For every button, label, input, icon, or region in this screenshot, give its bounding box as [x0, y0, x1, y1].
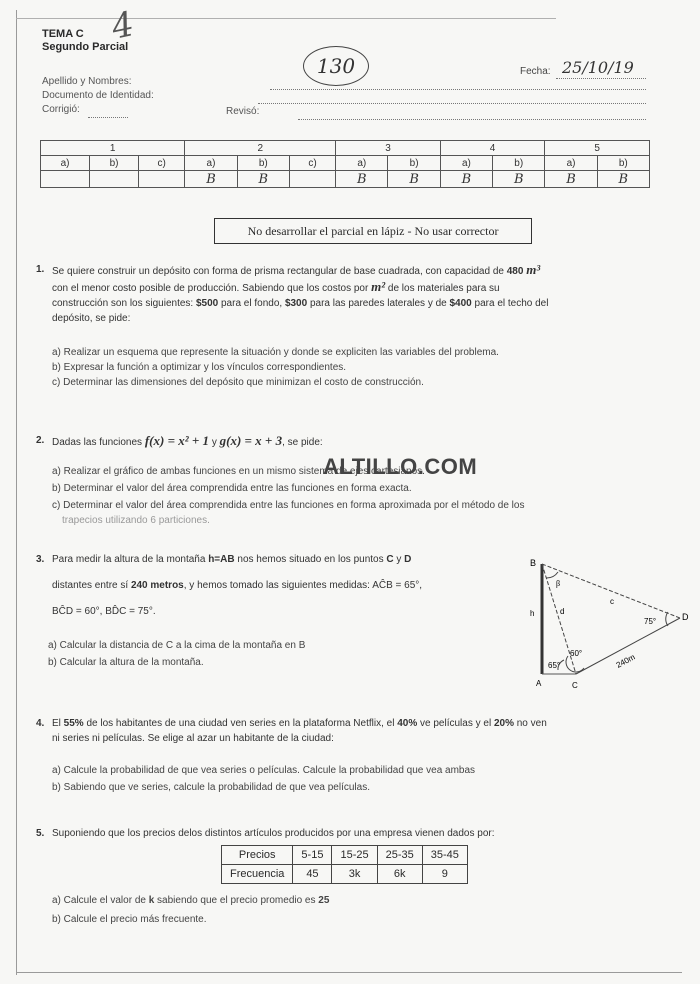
question-number: 5.	[36, 828, 45, 839]
q1-item-c: c) Determinar las dimensiones del depósito que minimizan el costo de construcción.	[52, 377, 424, 388]
q4-pct-55: 55%	[63, 718, 84, 729]
q3-line3: BĈD = 60°, BD̂C = 75°.	[52, 606, 156, 617]
notice-box: No desarrollar el parcial en lápiz - No usar corrector	[214, 218, 532, 244]
answer-cell: B	[237, 171, 289, 188]
table-cell: 45	[293, 865, 332, 884]
table-cell: 3k	[332, 865, 377, 884]
q5-item-a-text2: sabiendo que el precio promedio es	[154, 895, 319, 906]
q3-line2b: , y hemos tomado las siguientes medidas:	[183, 580, 373, 591]
label-a: A	[536, 679, 542, 688]
sub-cell: b)	[90, 156, 139, 171]
corrigio-line	[88, 116, 128, 118]
label-beta: β	[556, 579, 561, 588]
question-number: 2.	[36, 435, 45, 446]
sub-cell: a)	[41, 156, 90, 171]
q5-average: 25	[318, 895, 330, 906]
sub-cell: c)	[139, 156, 185, 171]
fecha-line	[556, 78, 646, 79]
q3-item-b: b) Calcular la altura de la montaña.	[48, 657, 204, 668]
fecha-label: Fecha:	[520, 66, 551, 77]
triangle-diagram	[528, 556, 690, 692]
q3-line2: distantes entre sí	[52, 580, 131, 591]
grades-answer-row	[41, 171, 650, 188]
table-cell: 9	[422, 865, 467, 884]
q3-distance: 240 metros	[130, 580, 184, 591]
group-cell: 4	[440, 141, 545, 156]
q3-hab: h=AB	[208, 554, 235, 565]
answer-cell: B	[545, 171, 597, 188]
q5-k: k	[148, 895, 155, 906]
q2-intro: Dadas las funciones	[52, 437, 145, 448]
group-cell: 3	[336, 141, 441, 156]
q3-and: y	[393, 554, 405, 565]
q1-line3d: para el techo del	[471, 298, 549, 309]
fecha-value: 25/10/19	[562, 58, 634, 77]
q3-angle-acb: AĈB = 65°,	[372, 580, 423, 591]
frequency-table	[221, 845, 468, 884]
documento-line	[258, 102, 646, 104]
q4-line1: El	[52, 718, 64, 729]
question-number: 4.	[36, 718, 45, 729]
q2-item-b: b) Determinar el valor del área comprendida entre las funciones en forma exacta.	[52, 483, 412, 494]
q2-item-c	[52, 498, 652, 528]
answer-cell: B	[493, 171, 545, 188]
q2-function-f: f(x) = x² + 1	[144, 433, 210, 448]
handwritten-score: 130	[303, 46, 369, 86]
answer-cell: B	[388, 171, 440, 188]
label-75: 75°	[644, 617, 657, 626]
q4-pct-20: 20%	[493, 718, 514, 729]
answer-cell	[139, 171, 185, 188]
label-d-side: d	[560, 607, 565, 616]
sub-cell: b)	[388, 156, 440, 171]
question-number: 1.	[36, 264, 45, 275]
parcial-label: Segundo Parcial	[42, 41, 129, 53]
q4-line1d: no ven	[513, 718, 547, 729]
q3-line1b: nos hemos situado en los puntos	[234, 554, 387, 565]
label-240m: 240m	[614, 652, 637, 670]
q2-tail: , se pide:	[282, 437, 323, 448]
q4-line2: ni series ni películas. Se elige al azar un habitante de la ciudad:	[52, 733, 334, 744]
grades-group-row	[41, 141, 650, 156]
question-3-text	[52, 547, 526, 625]
q5-item-b: b) Calcule el precio más frecuente.	[52, 914, 207, 925]
q1-fondo: $500	[195, 298, 219, 309]
q2-item-a: a) Realizar el gráfico de ambas funciones en un mismo sistema de ejes cartesianos.	[52, 466, 425, 477]
tema-label: TEMA C	[42, 28, 84, 40]
q1-line2: con el menor costo posible de producción. Sabiendo que los costos por	[52, 283, 372, 294]
q1-item-a: a) Realizar un esquema que represente la situación y donde se expliciten las variables del problema.	[52, 347, 499, 358]
answer-cell	[41, 171, 90, 188]
label-b: B	[530, 558, 537, 568]
q1-line1: Se quiere construir un depósito con forma de prisma rectangular de base cuadrada, con capacidad de	[52, 266, 507, 277]
q3-item-a: a) Calcular la distancia de C a la cima de la montaña en B	[48, 640, 306, 651]
reviso-label: Revisó:	[226, 106, 260, 117]
sub-cell: a)	[185, 156, 237, 171]
q5-item-a-text: a) Calcule el valor de	[52, 895, 149, 906]
page-border-left	[16, 10, 17, 975]
reviso-line	[298, 118, 646, 120]
q2-item-c-line2: trapecios utilizando 6 particiones.	[62, 515, 210, 526]
table-cell: 25-35	[377, 846, 422, 865]
table-row	[222, 865, 468, 884]
handwritten-grade-mark: 4	[108, 4, 138, 48]
answer-cell	[90, 171, 139, 188]
label-h: h	[530, 609, 535, 618]
label-c: C	[572, 681, 578, 690]
apellido-label: Apellido y Nombres:	[42, 76, 132, 87]
sub-cell: b)	[237, 156, 289, 171]
table-cell: 6k	[377, 865, 422, 884]
q1-line3b: para el fondo,	[218, 298, 285, 309]
q1-techo: $400	[449, 298, 472, 309]
grades-sub-row	[41, 156, 650, 171]
table-cell: Precios	[222, 846, 293, 865]
answer-cell	[289, 171, 335, 188]
apellido-line	[270, 88, 646, 90]
sub-cell: a)	[440, 156, 492, 171]
q1-unit-m3: m³	[526, 262, 541, 277]
question-4-text	[52, 716, 672, 746]
q1-item-b: b) Expresar la función a optimizar y los vínculos correspondientes.	[52, 362, 347, 373]
answer-cell: B	[597, 171, 649, 188]
q2-function-g: g(x) = x + 3	[219, 433, 283, 448]
q4-pct-40: 40%	[397, 718, 418, 729]
corrigio-label: Corrigió:	[42, 104, 80, 115]
q3-point-c: C	[386, 554, 394, 565]
q3-point-d: D	[404, 554, 412, 565]
grades-table	[40, 140, 650, 188]
q4-item-b: b) Sabiendo que ve series, calcule la probabilidad de que vea películas.	[52, 782, 370, 793]
table-cell: 15-25	[332, 846, 377, 865]
page-border-bottom	[16, 972, 682, 973]
table-cell: 35-45	[422, 846, 467, 865]
q1-line2b: de los materiales para su	[385, 283, 500, 294]
q1-unit-m2: m²	[371, 279, 386, 294]
sub-cell: c)	[289, 156, 335, 171]
documento-label: Documento de Identidad:	[42, 90, 154, 101]
answer-cell: B	[336, 171, 388, 188]
label-d: D	[682, 612, 689, 622]
sub-cell: a)	[336, 156, 388, 171]
table-cell: Frecuencia	[222, 865, 293, 884]
label-c-side: c	[610, 597, 614, 606]
q4-item-a: a) Calcule la probabilidad de que vea series o películas. Calcule la probabilidad que vea ambas	[52, 765, 476, 776]
sub-cell: b)	[493, 156, 545, 171]
question-number: 3.	[36, 554, 45, 565]
table-cell: 5-15	[293, 846, 332, 865]
watermark-altillo: ALTILLO.COM	[323, 454, 478, 479]
q1-capacity: 480	[506, 266, 524, 277]
sub-cell: b)	[597, 156, 649, 171]
angle-arc-beta	[546, 572, 558, 578]
label-65: 65°	[548, 661, 561, 670]
q1-line3: construcción son los siguientes:	[52, 298, 196, 309]
q4-line1c: ve películas y el	[417, 718, 494, 729]
answer-cell: B	[185, 171, 237, 188]
group-cell: 1	[41, 141, 185, 156]
answer-cell: B	[440, 171, 492, 188]
sub-cell: a)	[545, 156, 597, 171]
q2-item-c-line1: c) Determinar el valor del área comprendida entre las funciones en forma aproximada por el método de los	[52, 500, 525, 511]
page-border-top	[16, 18, 556, 19]
question-2-text	[52, 433, 666, 450]
group-cell: 2	[185, 141, 336, 156]
label-60: 60°	[570, 649, 583, 658]
question-1-text	[52, 262, 666, 326]
table-row	[222, 846, 468, 865]
q4-line1b: de los habitantes de una ciudad ven series en la plataforma Netflix, el	[83, 718, 398, 729]
q1-line4: depósito, se pide:	[52, 313, 131, 324]
q5-item-a	[52, 893, 329, 908]
angle-arc-75	[666, 612, 668, 626]
q2-and: y	[209, 437, 220, 448]
question-5-intro: Suponiendo que los precios delos distintos artículos producidos por una empresa vienen dados por:	[52, 828, 495, 839]
q1-paredes: $300	[284, 298, 308, 309]
q3-line1: Para medir la altura de la montaña	[52, 554, 209, 565]
group-cell: 5	[545, 141, 650, 156]
line-cd	[576, 618, 680, 674]
q1-line3c: para las paredes laterales y de	[307, 298, 450, 309]
